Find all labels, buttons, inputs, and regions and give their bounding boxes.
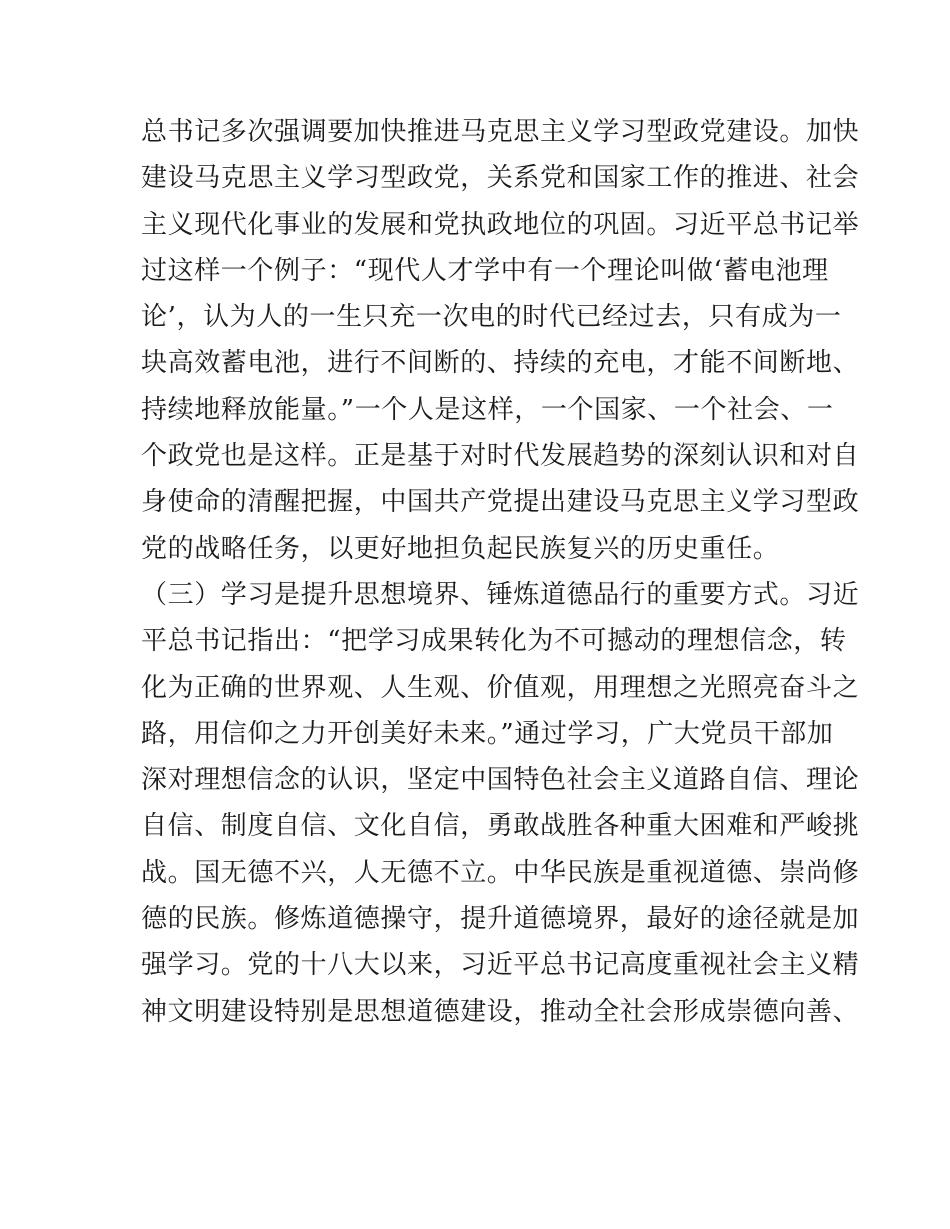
text-line: 化为正确的世界观、人生观、价值观，用理想之光照亮奋斗之	[141, 672, 860, 703]
text-line: 神文明建设特别是思想道德建设，推动全社会形成崇德向善、	[141, 996, 860, 1027]
text-line: 块高效蓄电池，进行不间断的、持续的充电，才能不间断地、	[141, 348, 860, 379]
text-line: 主义现代化事业的发展和党执政地位的巩固。习近平总书记举	[141, 209, 860, 240]
text-line: 持续地释放能量。”一个人是这样，一个国家、一个社会、一	[141, 394, 834, 425]
text-line: 身使命的清醒把握，中国共产党提出建设马克思主义学习型政	[141, 487, 860, 518]
text-line: 党的战略任务，以更好地担负起民族复兴的历史重任。	[141, 533, 780, 564]
text-line: 自信、制度自信、文化自信，勇敢战胜各种重大困难和严峻挑	[141, 811, 860, 842]
text-line: 德的民族。修炼道德操守，提升道德境界，最好的途径就是加	[141, 904, 860, 935]
text-line: 论’，认为人的一生只充一次电的时代已经过去，只有成为一	[141, 302, 842, 333]
text-line: 个政党也是这样。正是基于对时代发展趋势的深刻认识和对自	[141, 441, 860, 472]
text-line: 深对理想信念的认识，坚定中国特色社会主义道路自信、理论	[141, 765, 860, 796]
text-line: 平总书记指出：“把学习成果转化为不可撼动的理想信念，转	[141, 626, 847, 657]
section-heading-line: （三）学习是提升思想境界、锤炼道德品行的重要方式。习近	[141, 579, 860, 610]
body-text	[141, 109, 860, 1035]
text-line: 强学习。党的十八大以来，习近平总书记高度重视社会主义精	[141, 950, 860, 981]
text-line: 战。国无德不兴，人无德不立。中华民族是重视道德、崇尚修	[141, 857, 860, 888]
text-line: 路，用信仰之力开创美好未来。”通过学习，广大党员干部加	[141, 718, 834, 749]
text-line: 总书记多次强调要加快推进马克思主义学习型政党建设。加快	[141, 117, 860, 147]
text-line: 过这样一个例子：“现代人才学中有一个理论叫做‘蓄电池理	[141, 255, 829, 286]
text-line: 建设马克思主义学习型政党，关系党和国家工作的推进、社会	[141, 163, 860, 194]
